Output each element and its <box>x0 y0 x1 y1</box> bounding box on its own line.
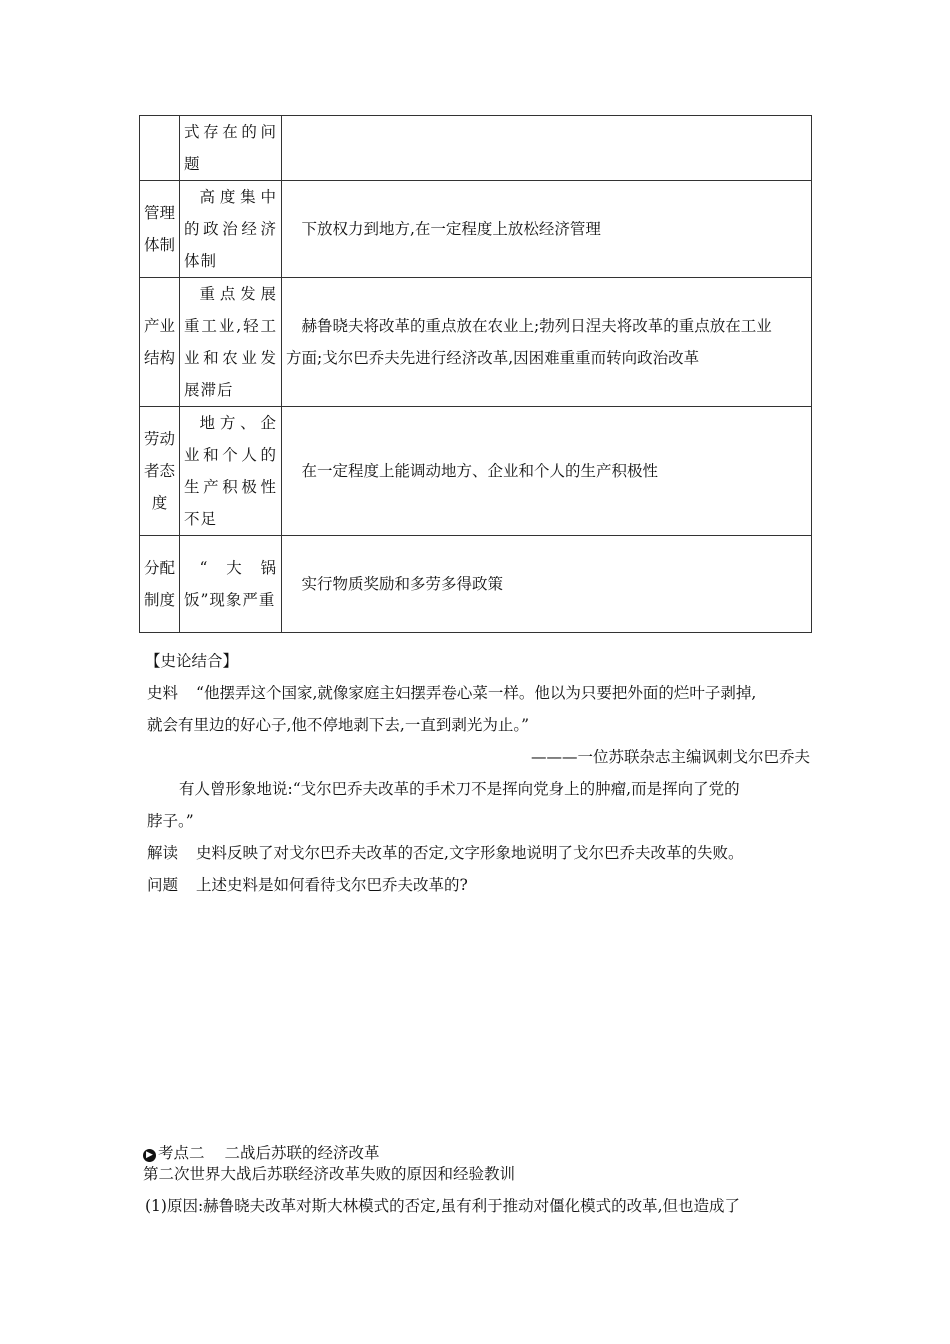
table-row <box>140 407 812 536</box>
table-row <box>140 278 812 407</box>
reading-label: 解读 <box>147 844 179 862</box>
table-row <box>140 116 812 181</box>
kaodian-title: 二战后苏联的经济改革 <box>224 1144 380 1162</box>
table-row <box>140 181 812 278</box>
quote-paragraph: 有人曾形象地说:“戈尔巴乔夫改革的手术刀不是挥向党身上的肿瘤,而是挥向了党的 <box>179 780 740 798</box>
quote-paragraph-cont: 脖子。” <box>147 812 194 830</box>
old-model-cell: 重点发展重工业,轻工业和农业发展滞后 <box>180 278 282 407</box>
source-paragraph: 史料 “他摆弄这个国家,就像家庭主妇摆弄卷心菜一样。他以为只要把外面的烂叶子剥掉, <box>147 684 757 702</box>
question-paragraph: 问题 上述史料是如何看待戈尔巴乔夫改革的? <box>147 876 468 894</box>
reform-measure-cell: 赫鲁晓夫将改革的重点放在农业上;勃列日涅夫将改革的重点放在工业 方面;戈尔巴乔夫先进行经济改革,因困难重重而转向政治改革 <box>282 278 812 407</box>
old-model-cell: 地方、企业和个人的生产积极性不足 <box>180 407 282 536</box>
source-paragraph-cont: 就会有里边的好心子,他不停地剥下去,一直到剥光为止。” <box>147 716 530 734</box>
category-cell: 管理体制 <box>140 181 180 278</box>
source-label: 史料 <box>147 684 179 702</box>
kaodian-subtitle: 第二次世界大战后苏联经济改革失败的原因和经验教训 <box>143 1165 516 1183</box>
table-row <box>140 536 812 633</box>
reading-paragraph: 解读 史料反映了对戈尔巴乔夫改革的否定,文字形象地说明了戈尔巴乔夫改革的失败。 <box>147 844 744 862</box>
reform-measure-cell: 在一定程度上能调动地方、企业和个人的生产积极性 <box>282 407 812 536</box>
reform-comparison-table <box>139 115 812 633</box>
kaodian-heading <box>143 1143 380 1163</box>
reform-measure-cell: 下放权力到地方,在一定程度上放松经济管理 <box>282 181 812 278</box>
old-model-cell: “大锅饭”现象严重 <box>180 536 282 633</box>
question-label: 问题 <box>147 876 179 894</box>
cause-paragraph: (1)原因:赫鲁晓夫改革对斯大林模式的否定,虽有利于推动对僵化模式的改革,但也造成了 <box>145 1197 741 1215</box>
category-cell <box>140 116 180 181</box>
kaodian-label: 考点二 <box>158 1144 205 1162</box>
category-cell: 劳动者态度 <box>140 407 180 536</box>
section-title: 【史论结合】 <box>145 652 239 670</box>
circle-arrow-icon: ▶ <box>143 1149 156 1162</box>
old-model-cell: 高度集中的政治经济体制 <box>180 181 282 278</box>
category-cell: 产业结构 <box>140 278 180 407</box>
attribution: ———一位苏联杂志主编讽刺戈尔巴乔夫 <box>530 748 810 766</box>
category-cell: 分配制度 <box>140 536 180 633</box>
old-model-cell: 式存在的问题 <box>180 116 282 181</box>
reform-measure-cell: 实行物质奖励和多劳多得政策 <box>282 536 812 633</box>
reform-measure-cell <box>282 116 812 181</box>
